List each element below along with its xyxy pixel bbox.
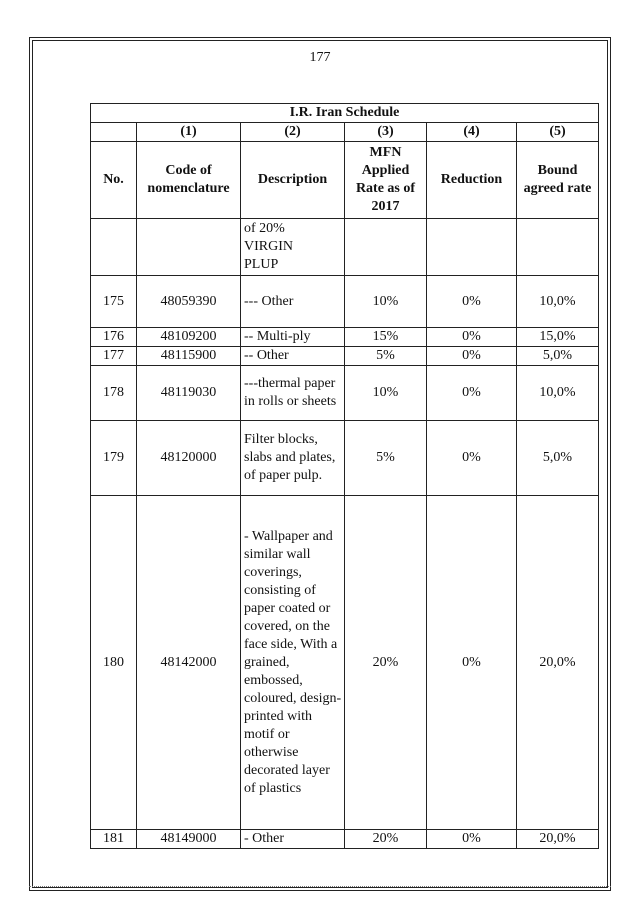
cell-description: - Wallpaper and similar wall coverings, consisting of paper coated or covered, on the face side, With a grained, embossed, coloured, design-printed with motif or otherwise decorated layer of plastics xyxy=(241,496,345,830)
table-title: I.R. Iran Schedule xyxy=(91,104,599,123)
cell-mfn: 5% xyxy=(345,347,427,366)
cell-mfn: 20% xyxy=(345,496,427,830)
header-no: No. xyxy=(91,142,137,219)
column-number-row xyxy=(91,123,599,142)
cell-reduction: 0% xyxy=(427,496,517,830)
table-row xyxy=(91,421,599,496)
table-row xyxy=(91,347,599,366)
cell-reduction: 0% xyxy=(427,830,517,849)
cell-no: 179 xyxy=(91,421,137,496)
cell-reduction xyxy=(427,219,517,276)
scan-artifact-line xyxy=(29,886,611,889)
page-number: 177 xyxy=(309,50,331,65)
cell-reduction: 0% xyxy=(427,366,517,421)
column-number: (4) xyxy=(427,123,517,142)
cell-reduction: 0% xyxy=(427,347,517,366)
header-code: Code of nomenclature xyxy=(137,142,241,219)
header-bound: Bound agreed rate xyxy=(517,142,599,219)
cell-code: 48142000 xyxy=(137,496,241,830)
cell-code: 48120000 xyxy=(137,421,241,496)
header-row xyxy=(91,142,599,219)
table-row xyxy=(91,496,599,830)
cell-mfn: 20% xyxy=(345,830,427,849)
cell-no: 175 xyxy=(91,276,137,328)
cell-bound: 20,0% xyxy=(517,496,599,830)
column-number: (3) xyxy=(345,123,427,142)
cell-bound: 5,0% xyxy=(517,421,599,496)
schedule-table xyxy=(90,103,599,849)
cell-bound xyxy=(517,219,599,276)
cell-no: 178 xyxy=(91,366,137,421)
cell-bound: 15,0% xyxy=(517,328,599,347)
cell-mfn: 10% xyxy=(345,276,427,328)
cell-description: -- Other xyxy=(241,347,345,366)
cell-code: 48149000 xyxy=(137,830,241,849)
cell-mfn: 10% xyxy=(345,366,427,421)
cell-code: 48115900 xyxy=(137,347,241,366)
cell-no xyxy=(91,219,137,276)
column-number: (1) xyxy=(137,123,241,142)
cell-bound: 10,0% xyxy=(517,276,599,328)
cell-no: 181 xyxy=(91,830,137,849)
table-row xyxy=(91,830,599,849)
cell-reduction: 0% xyxy=(427,276,517,328)
cell-description: Filter blocks, slabs and plates, of paper pulp. xyxy=(241,421,345,496)
cell-mfn: 5% xyxy=(345,421,427,496)
cell-no: 177 xyxy=(91,347,137,366)
table-row xyxy=(91,219,599,276)
column-number: (2) xyxy=(241,123,345,142)
cell-no: 176 xyxy=(91,328,137,347)
cell-code: 48119030 xyxy=(137,366,241,421)
cell-bound: 10,0% xyxy=(517,366,599,421)
header-description: Description xyxy=(241,142,345,219)
column-number: (5) xyxy=(517,123,599,142)
cell-mfn: 15% xyxy=(345,328,427,347)
cell-bound: 20,0% xyxy=(517,830,599,849)
cell-description: - Other xyxy=(241,830,345,849)
table-row xyxy=(91,328,599,347)
cell-reduction: 0% xyxy=(427,328,517,347)
cell-code xyxy=(137,219,241,276)
table-row xyxy=(91,276,599,328)
cell-code: 48109200 xyxy=(137,328,241,347)
cell-bound: 5,0% xyxy=(517,347,599,366)
table-row xyxy=(91,366,599,421)
cell-no: 180 xyxy=(91,496,137,830)
header-mfn: MFN Applied Rate as of 2017 xyxy=(345,142,427,219)
cell-description: ---thermal paper in rolls or sheets xyxy=(241,366,345,421)
cell-description: -- Multi-ply xyxy=(241,328,345,347)
cell-description: of 20% VIRGIN PLUP xyxy=(241,219,345,276)
cell-code: 48059390 xyxy=(137,276,241,328)
cell-description: --- Other xyxy=(241,276,345,328)
column-number xyxy=(91,123,137,142)
cell-reduction: 0% xyxy=(427,421,517,496)
header-reduction: Reduction xyxy=(427,142,517,219)
cell-mfn xyxy=(345,219,427,276)
